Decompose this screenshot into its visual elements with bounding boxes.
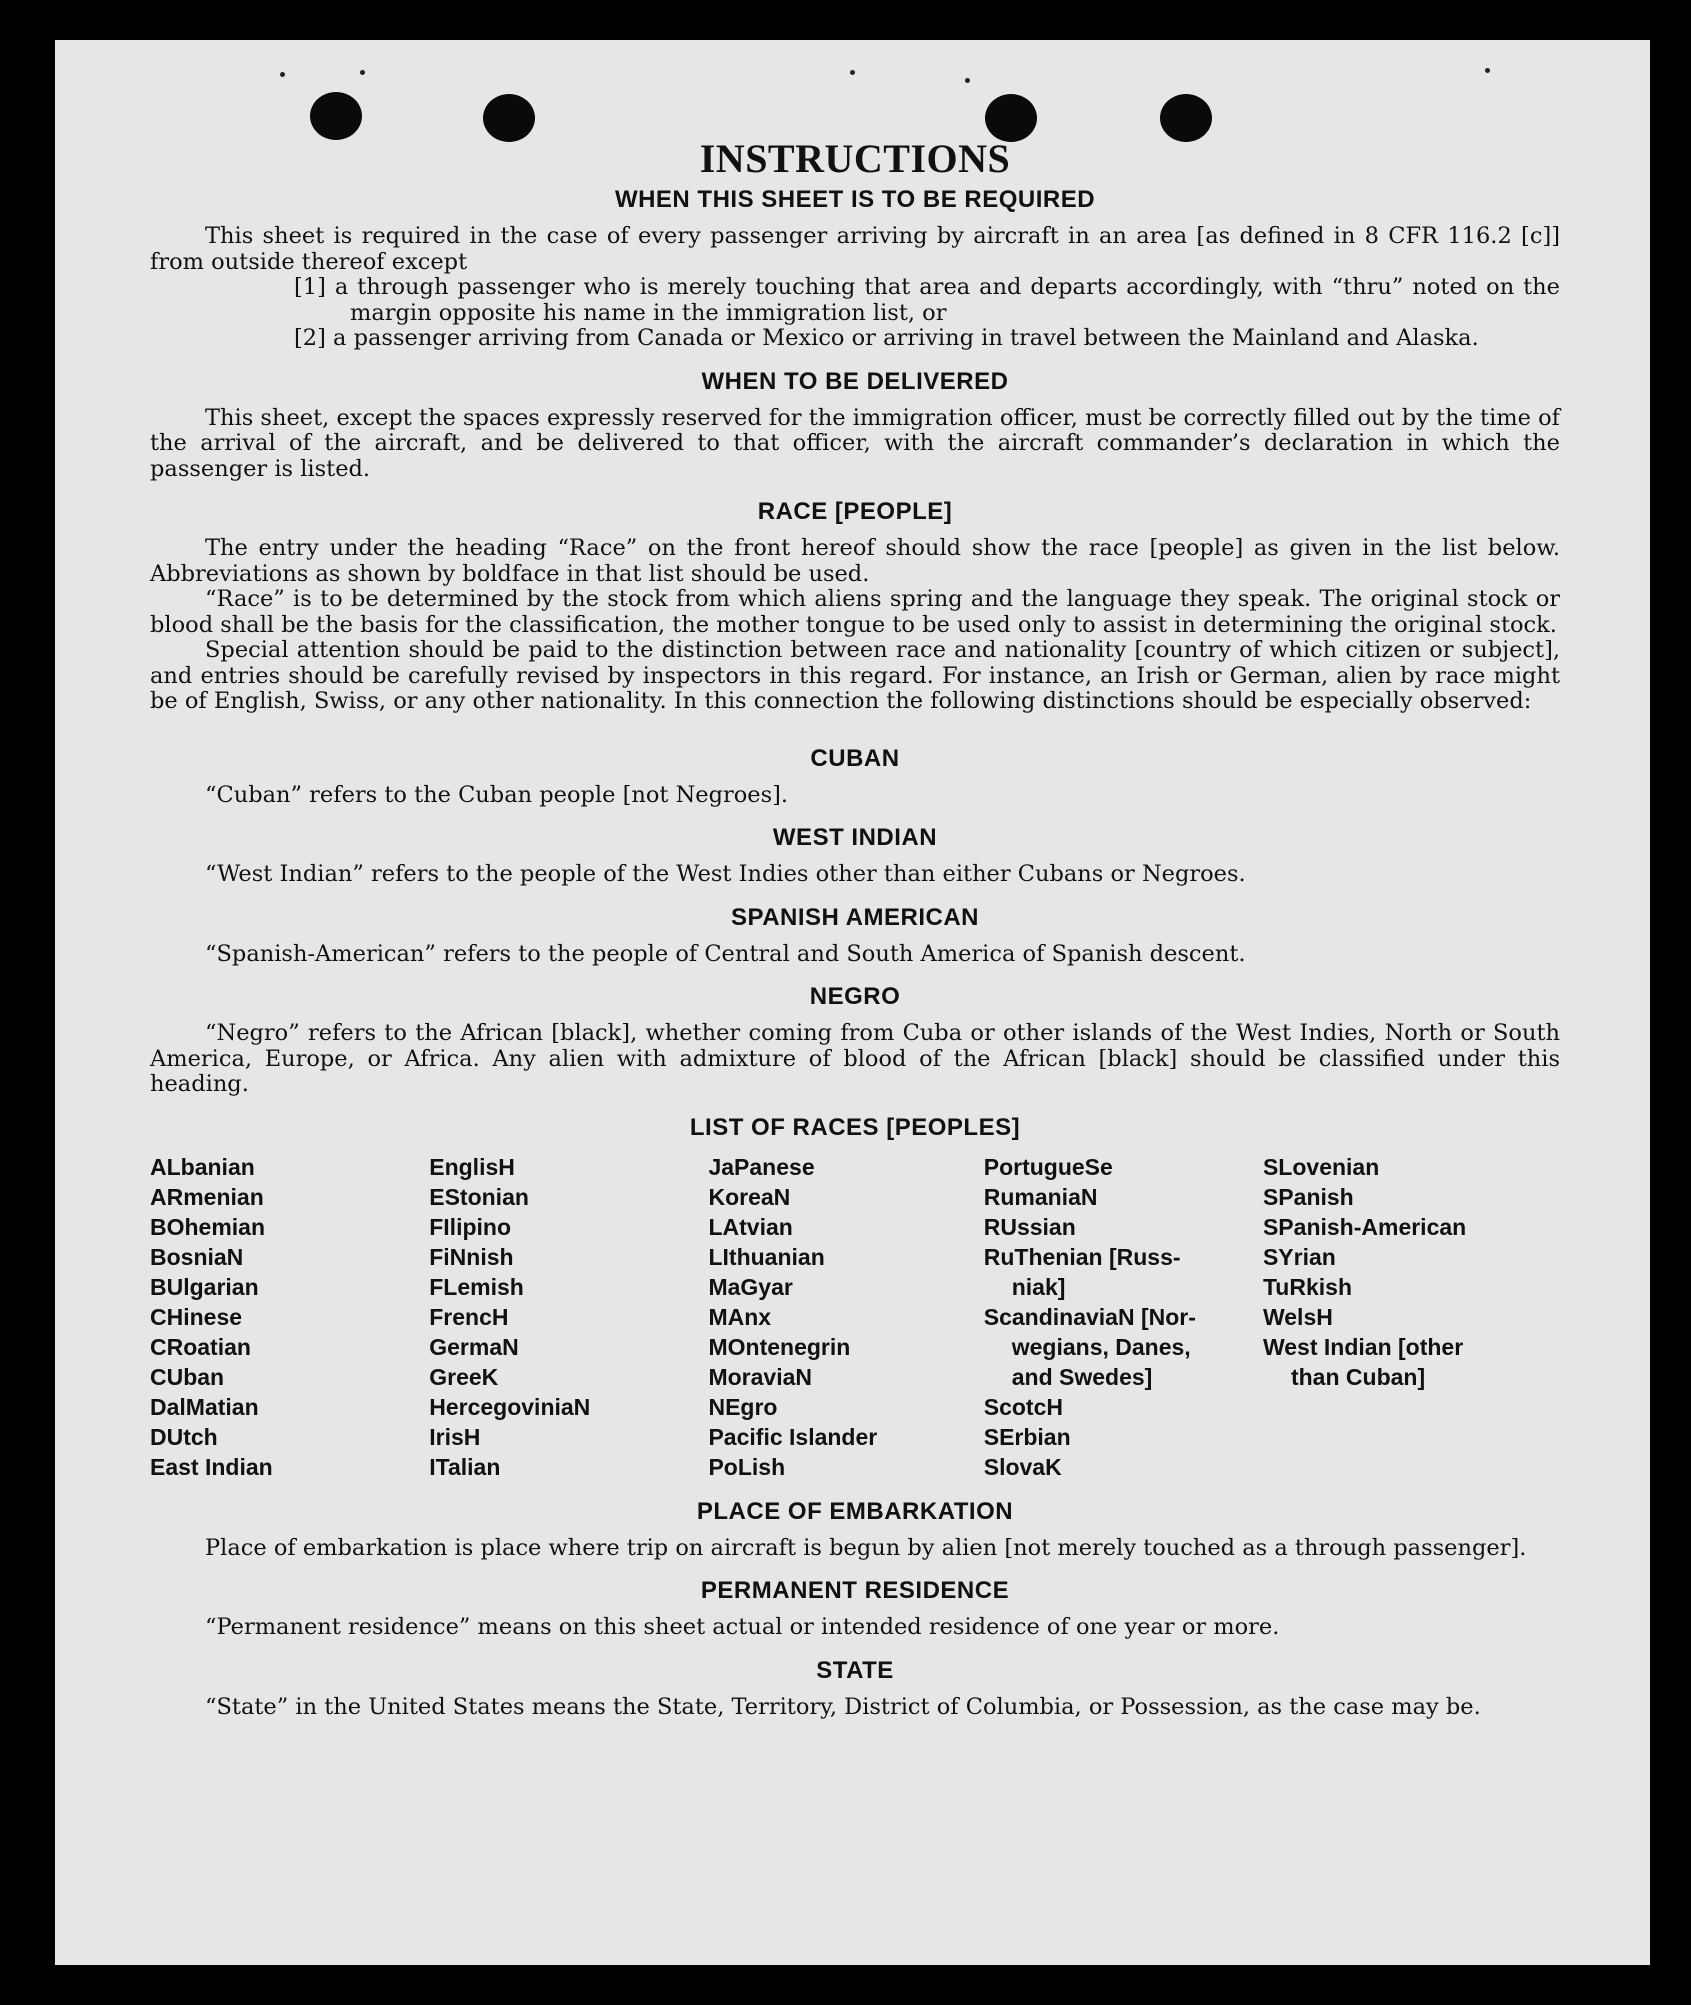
heading-state: STATE [816,1656,894,1684]
race-entry: GermaN [429,1333,519,1360]
when-required-intro: This sheet is required in the case of every passenger arriving by aircraft in an area [as defined in 8 CFR 116.2 [c]] from outside thereof except [150,223,1560,275]
race-entry: niak] [1011,1273,1066,1300]
race-list [150,1152,1560,1482]
race-entry: RUssian [983,1213,1076,1240]
race-entry: TuRkish [1262,1273,1352,1300]
race-entry: West Indian [other [1262,1333,1464,1360]
race-entry: GreeK [429,1363,499,1390]
race-paragraph-1: The entry under the heading “Race” on the front hereof should show the race [people] as given in the list below. Abbreviations as shown by boldface in that list should be used. [150,535,1560,587]
heading-west-indian: WEST INDIAN [772,824,938,851]
race-entry: NEgro [708,1393,778,1420]
speck [1485,68,1490,73]
heading-race: RACE [PEOPLE] [757,498,953,525]
permanent-residence-text: “Permanent residence” means on this sheet actual or intended residence of one year or more. [205,1614,1280,1640]
race-entry: SPanish [1262,1183,1354,1210]
race-entry: WelsH [1262,1303,1333,1330]
race-entry: PortugueSe [983,1153,1113,1180]
race-paragraph-3: Special attention should be paid to the distinction between race and nationality [country of which citizen or subject], and entries should be carefully revised by inspectors in this regard. For instance, an Irish or German, alien by race might be of English, Swiss, or any other nationality. In this connection the following distinctions should be especially observed: [150,637,1560,714]
race-entry: ALbanian [150,1153,255,1180]
race-entry: ITalian [429,1453,501,1480]
exception-item-1: [1] a through passenger who is merely touching that area and departs accordingly, with “thru” noted on the margin opposite his name in the immigration list, or [294,274,1560,326]
document-sheet [55,40,1650,1965]
race-entry: RumaniaN [983,1183,1098,1210]
race-entry: ScotcH [983,1393,1063,1420]
race-entry: FIlipino [429,1213,511,1240]
race-entry: DUtch [150,1423,218,1450]
race-entry: PoLish [708,1453,786,1480]
race-entry: ScandinaviaN [Nor- [983,1303,1196,1330]
heading-permanent-residence: PERMANENT RESIDENCE [700,1577,1010,1604]
state-text: “State” in the United States means the State, Territory, District of Columbia, or Possession, as the case may be. [205,1693,1481,1720]
race-entry: BUlgarian [150,1273,259,1300]
race-column-2 [429,1152,708,1482]
race-entry: SLovenian [1262,1153,1380,1180]
race-entry: East Indian [150,1453,273,1480]
spanish-american-text: “Spanish-American” refers to the people of Central and South America of Spanish descent. [205,940,1246,967]
exception-item-2: [2] a passenger arriving from Canada or Mexico or arriving in travel between the Mainland and Alaska. [294,325,1479,351]
race-entry: EStonian [429,1183,529,1210]
race-entry: than Cuban] [1290,1363,1426,1390]
race-entry: IrisH [429,1423,481,1450]
race-entry: LAtvian [708,1213,793,1240]
heading-negro: NEGRO [809,983,901,1010]
race-entry: HercegoviniaN [429,1393,591,1420]
race-entry: BOhemian [150,1213,266,1240]
race-entry: ARmenian [150,1183,264,1210]
race-entry: FLemish [429,1273,524,1300]
heading-embarkation: PLACE OF EMBARKATION [696,1497,1014,1525]
cuban-text: “Cuban” refers to the Cuban people [not Negroes]. [205,781,789,808]
heading-when-delivered: WHEN TO BE DELIVERED [701,367,1009,395]
speck [850,70,855,75]
race-column-4 [984,1152,1263,1482]
speck [280,72,285,77]
race-entry: EnglisH [429,1153,515,1180]
race-entry: SPanish-American [1262,1213,1467,1240]
race-entry: MAnx [708,1303,772,1330]
race-entry: MOntenegrin [708,1333,851,1360]
west-indian-text: “West Indian” refers to the people of the West Indies other than either Cubans or Negroes. [205,861,1246,887]
race-paragraph-2: “Race” is to be determined by the stock from which aliens spring and the language they speak. The original stock or blood shall be the basis for the classification, the mother tongue to be used only to assist in determining the original stock. [150,586,1560,638]
race-entry: FrencH [429,1303,509,1330]
race-column-5 [1263,1152,1560,1482]
race-column-3 [708,1152,983,1482]
punch-hole [310,92,362,140]
race-column-1 [150,1152,429,1482]
heading-when-required: WHEN THIS SHEET IS TO BE REQUIRED [614,186,1096,213]
speck [360,70,365,75]
embarkation-text: Place of embarkation is place where trip on aircraft is begun by alien [not merely touched as a through passenger]. [205,1534,1527,1561]
race-entry: DalMatian [150,1393,259,1420]
race-entry: SErbian [983,1423,1071,1450]
heading-cuban: CUBAN [810,744,900,772]
heading-list-of-races: LIST OF RACES [PEOPLES] [689,1113,1021,1141]
race-entry: MaGyar [708,1273,793,1300]
race-entry: FiNnish [429,1243,514,1270]
heading-spanish-american: SPANISH AMERICAN [730,903,979,931]
race-entry: BosniaN [150,1243,244,1270]
race-entry: JaPanese [708,1153,815,1180]
speck [965,78,970,83]
race-entry: wegians, Danes, [1011,1333,1191,1360]
race-entry: MoraviaN [708,1363,813,1390]
when-delivered-text: This sheet, except the spaces expressly reserved for the immigration officer, must be correctly filled out by the time of the arrival of the aircraft, and be delivered to that officer, with the aircraft commander’s declaration in which the passenger is listed. [150,404,1560,482]
page-title: INSTRUCTIONS [699,136,1011,181]
race-entry: CUban [150,1363,225,1390]
race-entry: LIthuanian [708,1243,825,1270]
race-entry: RuThenian [Russ- [983,1243,1181,1270]
race-entry: CRoatian [150,1333,251,1360]
negro-text: “Negro” refers to the African [black], whether coming from Cuba or other islands of the West Indies, North or South America, Europe, or Africa. Any alien with admixture of blood of the African [black] should be classified under this heading. [150,1020,1560,1097]
race-entry: CHinese [150,1303,243,1330]
race-entry: SlovaK [983,1453,1062,1480]
instructions-content [150,135,1560,1720]
race-entry: SYrian [1262,1243,1336,1270]
race-entry: and Swedes] [1011,1363,1153,1390]
race-entry: KoreaN [708,1183,791,1210]
race-entry: Pacific Islander [708,1423,878,1450]
